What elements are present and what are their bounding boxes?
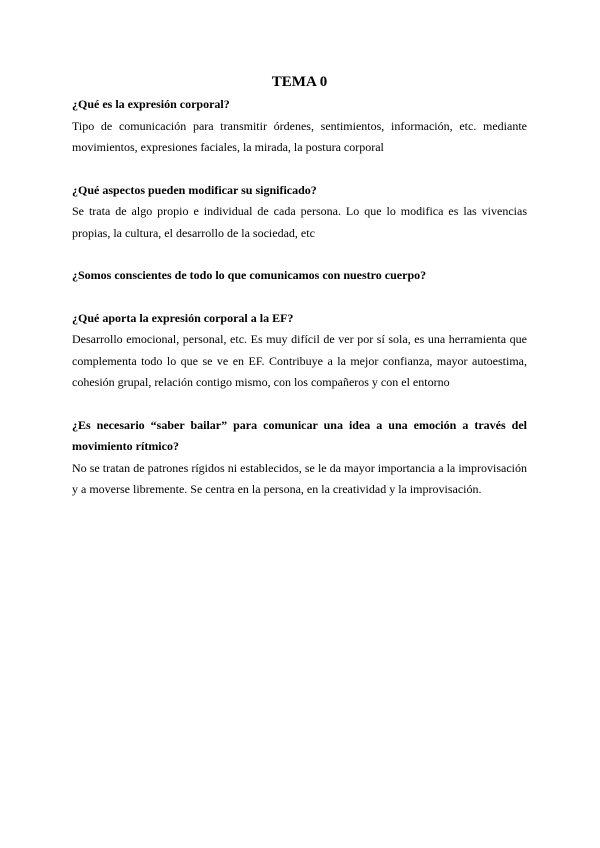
section-answer: Se trata de algo propio e individual de cada persona. Lo que lo modifica es las vivencias propias, la cultura, el desarrollo de la sociedad, etc bbox=[72, 204, 527, 240]
section-question: ¿Qué aporta la expresión corporal a la EF? bbox=[72, 310, 294, 325]
section-1 bbox=[72, 94, 527, 159]
section-question: ¿Somos conscientes de todo lo que comunicamos con nuestro cuerpo? bbox=[72, 268, 427, 282]
section-answer: No se tratan de patrones rígidos ni establecidos, se le da mayor importancia a la improvisación y a moverse libremente. Se centra en la persona, en la creatividad y la improvisación. bbox=[72, 460, 527, 496]
section-question: ¿Qué es la expresión corporal? bbox=[72, 97, 230, 111]
section-question: ¿Qué aspectos pueden modificar su significado? bbox=[72, 182, 317, 197]
section-2 bbox=[72, 180, 527, 245]
section-question: ¿Es necesario “saber bailar” para comunicar una idea a una emoción a través del movimiento rítmico? bbox=[72, 417, 527, 453]
document-page bbox=[72, 72, 527, 522]
section-5 bbox=[72, 415, 527, 501]
section-4 bbox=[72, 308, 527, 394]
section-answer: Desarrollo emocional, personal, etc. Es muy difícil de ver por sí sola, es una herramienta que complementa todo lo que se ve en EF. Contribuye a la mejor confianza, mayor autoestima, cohesión grupal, relación contigo mismo, con los compañeros y con el entorno bbox=[72, 332, 527, 389]
section-3 bbox=[72, 265, 527, 287]
section-answer: Tipo de comunicación para transmitir órdenes, sentimientos, información, etc. mediante movimientos, expresiones faciales, la mirada, la postura corporal bbox=[72, 118, 527, 154]
page-title: TEMA 0 bbox=[271, 74, 328, 90]
